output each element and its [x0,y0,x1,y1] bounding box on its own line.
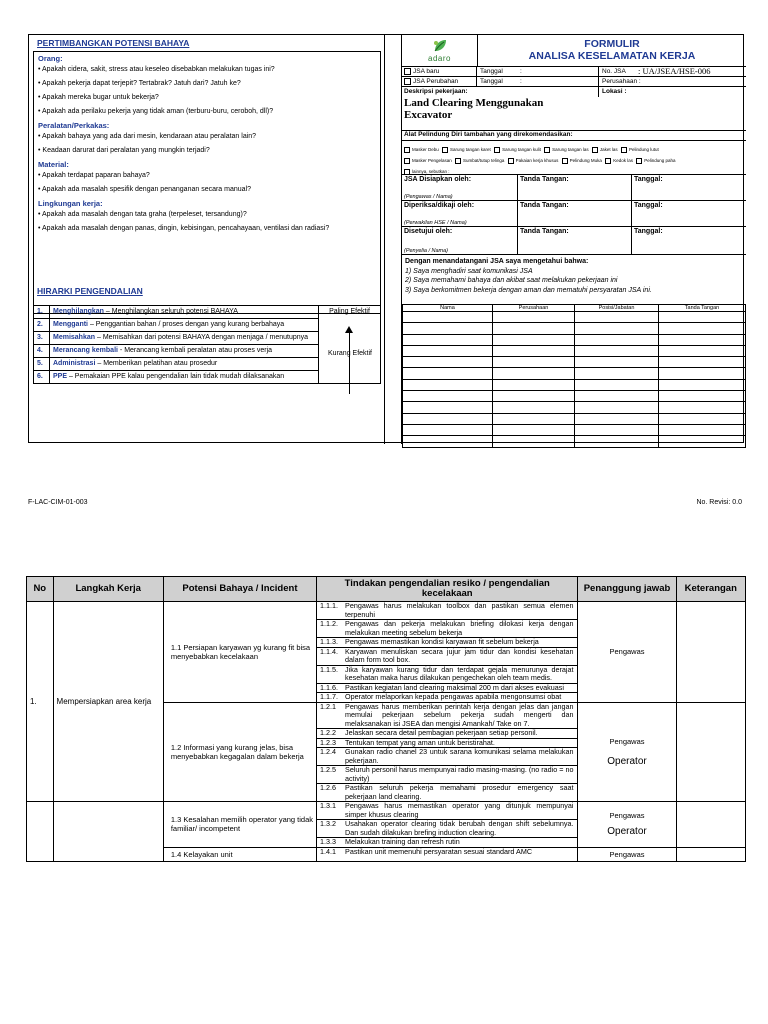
pic-text-secondary: Operator [607,755,647,767]
question-item: • Apakah ada masalah dengan tata graha (terpeleset, tersandung)? [38,211,247,218]
leaf-logo-icon [432,38,448,54]
declaration-item: 3) Saya berkomitmen bekerja dengan aman dan mematuhi persyaratan JSA ini. [405,286,652,294]
hirarki-no: 3. [34,332,50,345]
header-pic: Penanggung jawab [578,577,676,602]
note-cell [676,847,745,861]
perusahaan-label: Perusahaan : [602,78,641,85]
apd-option[interactable]: Sarung tangan karet [442,144,491,155]
jsa-baru-row [402,67,746,77]
hirarki-desc [50,345,319,358]
hirarki-desc [50,319,319,332]
question-item: • Apakah ada masalah dengan panas, dingin, kebisingan, pencahayaan, ventilasi dan radiasi? [38,225,330,232]
deskripsi-value: Land Clearing Menggunakan Excavator [404,97,544,121]
jsa-baru-option[interactable] [404,68,439,75]
question-item: • Apakah terdapat paparan bahaya? [38,172,150,179]
form-code: F-LAC-CIM-01-003 [28,499,88,506]
apd-option[interactable]: Pakaian kerja khusus [508,155,559,166]
question-item: • Apakah cidera, sakit, stress atau keseleo disebabkan melakukan tugas ini? [38,66,275,73]
approved-by-sub: (Penyelia / Nama) [404,248,449,254]
apd-option[interactable]: Pelindung Muka [562,155,602,166]
question-item: • Apakah pekerja dapat terjepit? Tertabrak? Jatuh dari? Jatuh ke? [38,80,241,87]
control-item: 1.1.2. Pengawas dan pekerja melakukan briefing dilokasi kerja dengan melakukan meeting sebelum bekerja [317,620,577,638]
apd-option[interactable]: Masker Debu [404,144,439,155]
control-item: 1.2.1 Pengawas harus memberikan perintah kerja dengan jelas dan jangan memulai pekerjaan sebelum pekerja sudah mengerti dan melaksanakan isi JSEA dan mengisi Amankah/ Take on 7. [317,703,577,730]
control-item: 1.2.4 Gunakan radio chanel 23 untuk sarana komunikasi selama melakukan pekerjaan. [317,748,577,766]
category-lingkungan: Lingkungan kerja: [38,199,103,208]
hirarki-term: Menghilangkan [53,308,104,315]
col-nama: Nama [403,305,493,312]
pic-cell [578,802,676,848]
hirarki-title: HIRARKI PENGENDALIAN [37,286,143,296]
control-cell [317,802,578,848]
jsa-header-form [401,35,745,444]
tanggal-colon: : [520,68,522,75]
lokasi-label: Lokasi : [602,88,627,95]
attendance-row[interactable] [403,402,746,413]
attendance-table [402,304,746,448]
form-title [478,35,746,67]
least-effective-label: Kurang Efektif [328,350,372,357]
pic-text: Pengawas [609,736,645,746]
attendance-header [403,305,746,312]
reviewed-by-cell[interactable] [402,201,518,227]
tanggal-label: Tanggal [480,78,503,85]
attendance-row[interactable] [403,413,746,424]
hirarki-row [34,306,381,319]
attendance-row[interactable] [403,424,746,435]
attendance-row[interactable] [403,334,746,345]
control-item: 1.1.3. Pengawas memastikan kondisi karyawan fit sebelum bekerja [317,638,577,648]
pic-text: Pengawas [609,647,645,657]
guidance-panel [29,35,385,444]
signature-row-approved [402,227,746,255]
control-item: 1.1.6. Pastikan kegiatan land clearing maksimal 200 m dari akses evakuasi [317,684,577,694]
reviewed-by-sub: (Perwakilan HSE / Nama) [404,220,467,226]
arrow-shaft [349,332,350,394]
hazard-cell [163,702,316,802]
control-cell [317,702,578,802]
question-item: • Apakah mereka bugar untuk bekerja? [38,94,159,101]
pic-cell [578,702,676,802]
jsa-perubahan-checkbox[interactable] [404,78,411,85]
prepared-by-label: JSA Disiapkan oleh: [404,176,472,183]
hirarki-text: – Menghilangkan seluruh potensi BAHAYA [103,308,238,315]
control-item: 1.1.5. Jika karyawan kurang tidur dan terdapat gejala menurunya derajat kesehatan maka harus dilakukan pengechekan oleh team medis. [317,666,577,684]
deskripsi-row [402,87,746,131]
revision-number: No. Revisi: 0.0 [696,499,742,506]
category-orang: Orang: [38,54,63,63]
hazard-cell [163,602,316,703]
header-control: Tindakan pengendalian resiko / pengendalian kecelakaan [317,577,578,602]
prepared-by-cell[interactable] [402,175,518,201]
effectiveness-scale [319,306,381,384]
table-row [27,802,746,848]
attendance-row[interactable] [403,368,746,379]
control-item: 1.1.1. Pengawas harus melakukan toolbox dan pastikan semua elemen terpenuhi [317,602,577,620]
step-label [53,802,163,862]
control-item: 1.3.2 Usahakan operator clearing tidak berubah dengan shift sebelumnya. Dan sudah dilakukan brefing induction clearing. [317,820,577,838]
jsa-form [28,34,744,443]
jsa-baru-checkbox[interactable] [404,68,411,75]
signature-row-reviewed [402,201,746,227]
control-item: 1.2.2 Jelaskan secara detail pembagian pekerjaan setiap personil. [317,729,577,739]
attendance-row[interactable] [403,391,746,402]
form-title-line1: FORMULIR [584,38,640,50]
apd-option[interactable]: Sarung tangan las [544,144,589,155]
category-peralatan: Peralatan/Perkakas: [38,121,110,130]
signature-cell[interactable]: Tanda Tangan: [518,201,632,227]
declaration [402,255,746,305]
form-title-line2: ANALISA KESELAMATAN KERJA [528,50,696,62]
approved-by-cell[interactable] [402,227,518,255]
hirarki-table [33,305,381,384]
question-item: • Apakah ada perilaku pekerja yang tidak aman (terburu-buru, ceroboh, dll)? [38,108,274,115]
apd-option[interactable]: Masker Pengelasan [404,155,452,166]
attendance-row[interactable] [403,312,746,323]
signature-row-prepared [402,175,746,201]
hirarki-text: – Penggantian bahan / proses dengan yang kurang berbahaya [88,321,285,328]
category-material: Material: [38,160,69,169]
control-item: 1.2.3 Tentukan tempat yang aman untuk beristirahat. [317,739,577,749]
hirarki-no: 2. [34,319,50,332]
hirarki-desc [50,332,319,345]
note-cell [676,602,745,703]
table-header-row [27,577,746,602]
no-jsa-value: : UA/JSEA/HSE-006 [638,66,711,76]
declaration-item: 2) Saya memahami bahaya dan akibat saat melakukan pekerjaan ini [405,277,618,284]
hazard-cell [163,847,316,861]
deskripsi-label: Deskripsi pekerjaan: [404,88,468,95]
step-number [27,802,54,862]
hirarki-no: 6. [34,371,50,384]
jsa-perubahan-option[interactable] [404,78,458,85]
apd-option[interactable]: Sumbat/tutup telinga [455,155,504,166]
header-step: Langkah Kerja [53,577,163,602]
pic-text: Pengawas [609,811,645,821]
logo-wordmark: adaro [428,54,451,63]
header-hazard: Potensi Bahaya / Incident [163,577,316,602]
hirarki-no: 1. [34,306,50,319]
potensi-bahaya-title: PERTIMBANGKAN POTENSI BAHAYA [37,38,190,48]
potensi-bahaya-box [33,51,381,314]
step-number: 1. [27,602,54,802]
jsa-perubahan-label: JSA Perubahan [413,78,459,86]
reviewed-by-label: Diperiksa/dikaji oleh: [404,202,475,209]
hirarki-no: 5. [34,358,50,371]
apd-option[interactable]: Kedok las [605,155,633,166]
declaration-item: 1) Saya menghadiri saat komunikasi JSA [405,267,533,275]
hirarki-term: PPE [53,373,68,380]
hirarki-text: – Memberikan pelatihan atau prosedur [95,360,218,367]
control-item: 1.1.7. Operator melaporkan kepada pengawas apabila mengonsumsi obat [320,692,562,701]
hirarki-no: 4. [34,345,50,358]
hirarki-term: Mengganti [53,321,88,328]
question-item: • Apakah ada masalah spesifik dengan penanganan secara manual? [38,186,251,193]
question-item: • Keadaan darurat dari peralatan yang mungkin terjadi? [38,147,210,154]
apd-option[interactable]: Jaket las [592,144,618,155]
apd-title: Alat Pelindung Diri tambahan yang direkomendasikan: [402,131,746,141]
hirarki-text: – Memisahkan dari potensi BAHAYA dengan menjaga / menutupnya [95,334,309,341]
control-item: 1.2.6 Pastikan seluruh pekerja memahami prosedur emergency saat pekerjaan land clearing. [320,783,574,801]
header-note: Keterangan [676,577,745,602]
table-row [27,602,746,703]
control-item: 1.2.5 Seluruh personil harus mempunyai radio masing-masing. (no radio = no activity) [317,766,577,784]
hazard-text: 1.3 Kesalahan memilih operator yang tidak familiar/ incompetent [170,815,314,834]
hirarki-desc [50,306,319,319]
prepared-by-sub: (Pengawas / Nama) [404,194,453,200]
pic-text: Pengawas [609,849,645,859]
hirarki-text: - Merancang kembali peralatan atau proses verja [117,347,273,354]
hazard-text: 1.2 Informasi yang kurang jelas, bisa menyebabkan kegagalan dalam bekerja [170,742,304,761]
col-perusahaan: Perusahaan [493,305,575,312]
hirarki-desc [50,371,319,384]
control-item: 1.4.1 Pastikan unit memenuhi persyaratan sesuai standard AMC [320,846,533,856]
date-cell[interactable]: Tanggal: [634,202,663,209]
hirarki-term: Memisahkan [53,334,96,341]
attendance-row[interactable] [403,357,746,368]
most-effective-label: Paling Efektif [329,308,370,315]
declaration-title: Dengan menandatangani JSA saya mengetahui bahwa: [405,258,589,265]
control-item: 1.1.4. Karyawan menuliskan secara jujur jam tidur dan kondisi kesehatan dalam form tool box. [317,648,577,666]
apd-option[interactable]: lainnya, sebutkan : [404,166,450,177]
col-tanda-tangan: Tanda Tangan [659,305,746,312]
apd-option[interactable]: Pelindung lutut [621,144,659,155]
attendance-row[interactable] [403,436,746,447]
hazard-cell [163,802,316,848]
tanggal-colon: : [520,78,522,85]
apd-option[interactable]: Sarung tangan kulit [494,144,541,155]
pic-cell [578,847,676,861]
control-cell [317,847,578,861]
hirarki-text: – Pemakaian PPE kalau pengendalian lain tidak mudah dilaksanakan [67,373,285,380]
company-logo [402,35,478,67]
hazard-text: 1.4 Kelayakan unit [170,849,233,859]
note-cell [676,702,745,802]
attendance-row[interactable] [403,323,746,334]
step-label: Mempersiapkan area kerja [53,602,163,802]
divider [598,87,599,97]
apd-options [402,141,746,175]
signature-cell[interactable]: Tanda Tangan: [518,227,632,255]
jsa-steps-table [26,576,746,862]
pic-text-secondary: Operator [607,826,647,838]
hirarki-desc [50,358,319,371]
attendance-row[interactable] [403,345,746,356]
pic-cell [578,602,676,703]
attendance-row[interactable] [403,379,746,390]
control-item: 1.3.1 Pengawas harus memastikan operator yang ditunjuk mempunyai simper khusus clearing [317,802,577,820]
control-item: 1.3.3 Melakukan training dan refresh rutin [320,837,460,846]
header-no: No [27,577,54,602]
date-cell[interactable]: Tanggal: [634,176,663,183]
question-item: • Apakah bahaya yang ada dari mesin, kendaraan atau peralatan lain? [38,133,257,140]
jsa-perubahan-row [402,77,746,87]
apd-option[interactable]: Pelindung paha [636,155,675,166]
tanggal-label: Tanggal [480,68,503,75]
col-posisi: Posisi/Jabatan [575,305,659,312]
note-cell [676,802,745,848]
jsa-baru-label: JSA baru [413,68,440,76]
hirarki-term: Administrasi [53,360,96,367]
hirarki-term: Merancang kembali [53,347,118,354]
control-cell [317,602,578,703]
signature-cell[interactable]: Tanda Tangan: [518,175,632,201]
date-cell[interactable]: Tanggal: [634,228,663,235]
approved-by-label: Disetujui oleh: [404,228,453,235]
no-jsa-label: No. JSA [602,68,626,75]
hazard-text: 1.1 Persiapan karyawan yg kurang fit bisa menyebabkan kecelakaan [170,642,311,661]
